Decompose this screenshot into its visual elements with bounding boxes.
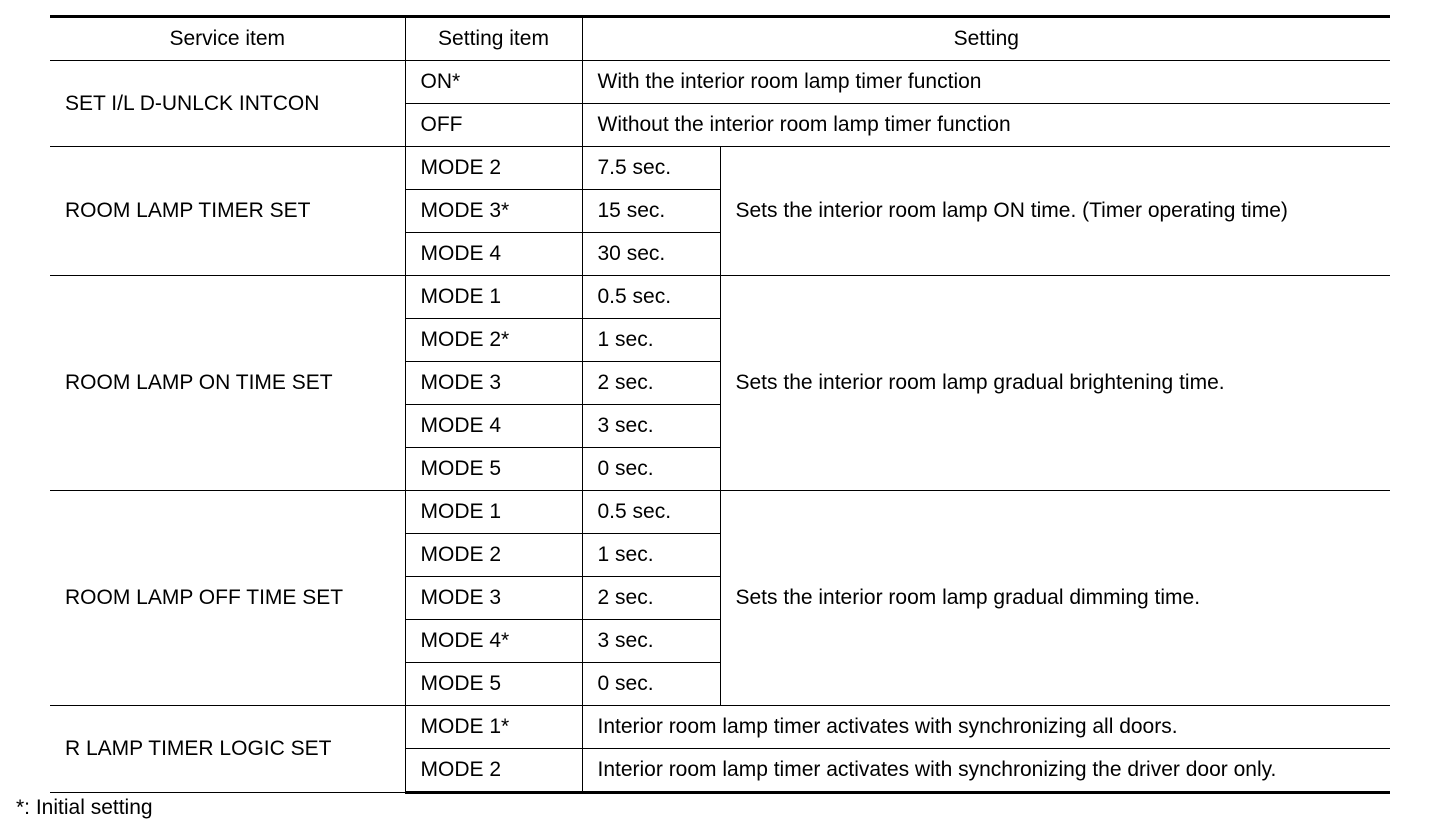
setting-value-cell: 2 sec. xyxy=(582,577,720,620)
setting-item-cell: MODE 2 xyxy=(405,534,582,577)
setting-value-cell: 0 sec. xyxy=(582,448,720,491)
setting-description-cell: With the interior room lamp timer function xyxy=(582,61,1390,104)
setting-item-cell: MODE 2 xyxy=(405,749,582,793)
setting-value-cell: 1 sec. xyxy=(582,534,720,577)
setting-description-cell: Without the interior room lamp timer function xyxy=(582,104,1390,147)
setting-value-cell: 30 sec. xyxy=(582,233,720,276)
setting-description-cell: Interior room lamp timer activates with synchronizing all doors. xyxy=(582,706,1390,749)
setting-item-cell: MODE 3* xyxy=(405,190,582,233)
setting-description-cell: Interior room lamp timer activates with synchronizing the driver door only. xyxy=(582,749,1390,793)
header-setting-item: Setting item xyxy=(405,17,582,61)
table-row xyxy=(50,706,1390,749)
setting-item-cell: MODE 4 xyxy=(405,233,582,276)
service-item-cell: ROOM LAMP OFF TIME SET xyxy=(50,491,405,706)
service-item-cell: ROOM LAMP TIMER SET xyxy=(50,147,405,276)
service-item-cell: SET I/L D-UNLCK INTCON xyxy=(50,61,405,147)
setting-description-cell: Sets the interior room lamp gradual brightening time. xyxy=(720,276,1390,491)
setting-item-cell: MODE 5 xyxy=(405,663,582,706)
setting-item-cell: MODE 4 xyxy=(405,405,582,448)
setting-value-cell: 3 sec. xyxy=(582,405,720,448)
setting-item-cell: MODE 2* xyxy=(405,319,582,362)
setting-value-cell: 15 sec. xyxy=(582,190,720,233)
setting-item-cell: MODE 5 xyxy=(405,448,582,491)
setting-description-cell: Sets the interior room lamp gradual dimming time. xyxy=(720,491,1390,706)
setting-item-cell: MODE 3 xyxy=(405,362,582,405)
setting-value-cell: 7.5 sec. xyxy=(582,147,720,190)
table-row xyxy=(50,147,1390,190)
header-service-item: Service item xyxy=(50,17,405,61)
setting-item-cell: MODE 2 xyxy=(405,147,582,190)
setting-value-cell: 0 sec. xyxy=(582,663,720,706)
table-row xyxy=(50,276,1390,319)
settings-table xyxy=(50,15,1390,794)
table-row xyxy=(50,491,1390,534)
footnote-initial-setting: *: Initial setting xyxy=(16,796,153,819)
setting-item-cell: MODE 3 xyxy=(405,577,582,620)
service-item-cell: R LAMP TIMER LOGIC SET xyxy=(50,706,405,793)
header-setting: Setting xyxy=(582,17,1390,61)
setting-description-cell: Sets the interior room lamp ON time. (Timer operating time) xyxy=(720,147,1390,276)
table-row xyxy=(50,61,1390,104)
service-item-cell: ROOM LAMP ON TIME SET xyxy=(50,276,405,491)
setting-value-cell: 1 sec. xyxy=(582,319,720,362)
setting-item-cell: ON* xyxy=(405,61,582,104)
setting-value-cell: 2 sec. xyxy=(582,362,720,405)
setting-item-cell: MODE 1 xyxy=(405,276,582,319)
setting-item-cell: MODE 1 xyxy=(405,491,582,534)
setting-item-cell: OFF xyxy=(405,104,582,147)
setting-item-cell: MODE 1* xyxy=(405,706,582,749)
setting-value-cell: 3 sec. xyxy=(582,620,720,663)
setting-value-cell: 0.5 sec. xyxy=(582,491,720,534)
setting-item-cell: MODE 4* xyxy=(405,620,582,663)
table-header-row xyxy=(50,17,1390,61)
setting-value-cell: 0.5 sec. xyxy=(582,276,720,319)
